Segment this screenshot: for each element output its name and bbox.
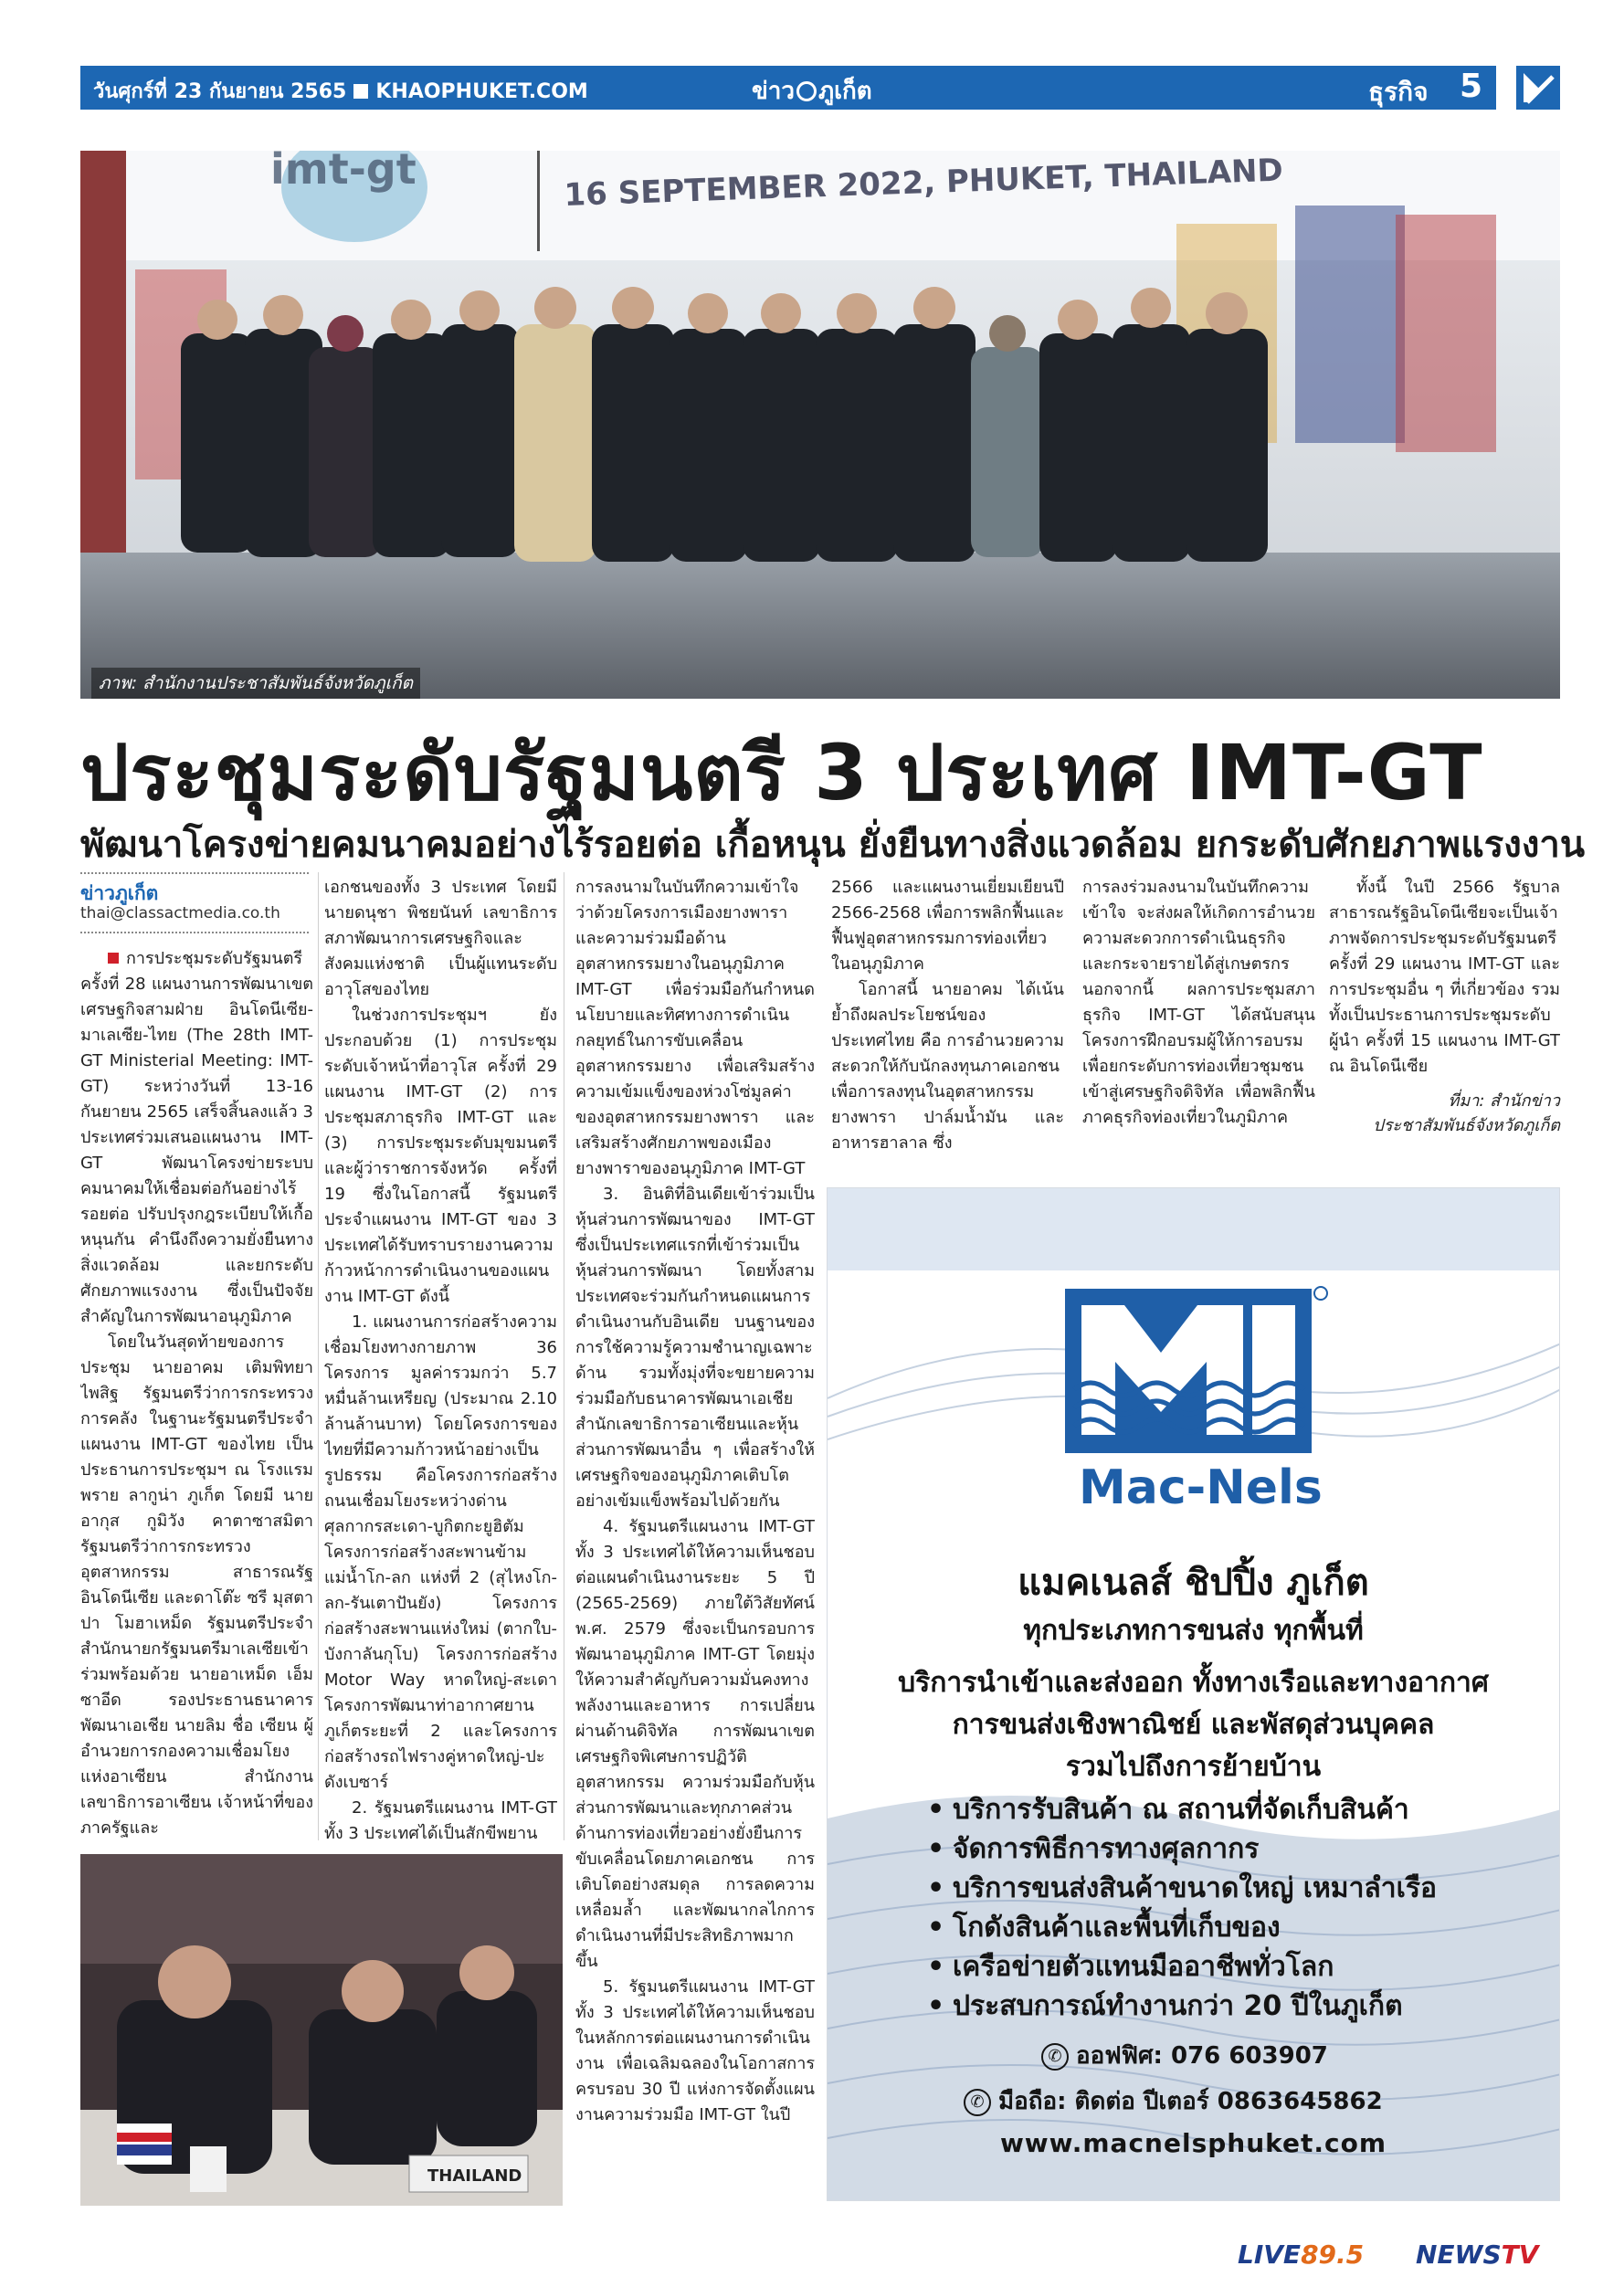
phone-icon: ✆	[1041, 2043, 1069, 2071]
logo-left-text: ข่าว	[752, 78, 795, 105]
article-column-1	[80, 946, 313, 1841]
backdrop-text: 16 SEPTEMBER 2022, PHUKET, THAILAND	[563, 152, 1284, 214]
article-paragraph: 2. รัฐมนตรีแผนงาน IMT-GT ทั้ง 3 ประเทศได้เป็นสักขีพยาน	[324, 1798, 557, 1843]
article-source	[1329, 1089, 1560, 1138]
mobile-phone-icon: ✆	[964, 2089, 991, 2116]
list-item: • บริการรับสินค้า ณ สถานที่จัดเก็บสินค้า	[927, 1790, 1512, 1829]
office-phone-text: ออฟฟิศ: 076 603907	[1076, 2042, 1328, 2070]
ad-tagline: ทุกประเภทการขนส่ง ทุกพื้นที่	[1023, 1615, 1364, 1647]
article-column-6	[1329, 875, 1560, 1085]
backdrop-logo: imt-gt	[270, 151, 417, 194]
article-paragraph: การลงนามในบันทึกความเข้าใจว่าด้วยโครงการเมืองยางพาราและความร่วมมือด้านอุตสาหกรรมยางในอนุภูมิภาค IMT-GT เพื่อร่วมมือกันกำหนดนโยบายและทิศทางการดำเนินกลยุทธ์ในการขับเคลื่อนอุตสาหกรรมยาง เพื่อเสริมสร้างความเข้มแข็งของห่วงโซ่มูลค่าของอุตสาหกรรมยางพารา และเสริมสร้างศักยภาพของเมืองยางพาราของอนุภูมิภาค IMT-GT	[575, 878, 815, 1178]
list-item: • โกดังสินค้าและพื้นที่เก็บของ	[927, 1908, 1512, 1947]
article-column-3	[575, 875, 815, 2204]
source-line: ที่มา: สำนักข่าว	[1448, 1091, 1560, 1111]
flag-label: THAILAND	[427, 2166, 522, 2186]
news-tv-logo[interactable]	[1416, 2240, 1538, 2270]
byline-divider-bottom	[80, 932, 309, 933]
page-number: 5	[1460, 68, 1483, 105]
meeting-photo	[80, 1854, 563, 2206]
header-bar	[80, 66, 1496, 110]
ad-logo-text: Mac-Nels	[1079, 1460, 1323, 1515]
byline-divider	[80, 872, 309, 874]
main-photo	[80, 151, 1560, 699]
tv-label: TV	[1501, 2240, 1539, 2270]
article-paragraph: ในช่วงการประชุมฯ ยังประกอบด้วย (1) การประชุมระดับเจ้าหน้าที่อาวุโส ครั้งที่ 29 แผนงาน IMT-GT (2) การประชุมสภาธุรกิจ IMT-GT และ (3) การประชุมระดับมุขมนตรีและผู้ว่าราชการจังหวัด ครั้งที่ 19 ซึ่งในโอกาสนี้ รัฐมนตรีประจำแผนงาน IMT-GT ของ 3 ประเทศได้รับทราบรายงานความก้าวหน้าการดำเนินงานของแผนงาน IMT-GT ดังนี้	[324, 1006, 557, 1306]
logo-right-text: ภูเก็ต	[817, 78, 872, 105]
news-label: NEWS	[1416, 2240, 1502, 2270]
list-item: • เครือข่ายตัวแทนมืออาชีพทั่วโลก	[927, 1947, 1512, 1987]
article-paragraph: 4. รัฐมนตรีแผนงาน IMT-GT ทั้ง 3 ประเทศได้ให้ความเห็นชอบต่อแผนดำเนินงานระยะ 5 ปี (2565-2569) ภายใต้วิสัยทัศน์ พ.ศ. 2579 ซึ่งจะเป็นกรอบการพัฒนาอนุภูมิภาค IMT-GT โดยมุ่งให้ความสำคัญกับความมั่นคงทางพลังงานและอาหาร การเปลี่ยนผ่านด้านดิจิทัล การพัฒนาเขตเศรษฐกิจพิเศษการปฏิวัติอุตสาหกรรม ความร่วมมือกับหุ้นส่วนการพัฒนาและทุกภาคส่วน ด้านการท่องเที่ยวอย่างยั่งยืนการขับเคลื่อนโดยภาคเอกชน การเติบโตอย่างสมดุล การลดความเหลื่อมล้ำ และพัฒนากลไกการดำเนินงานที่มีประสิทธิภาพมากขึ้น	[575, 1517, 815, 1971]
mobile-phone-text: มือถือ: ติดต่อ ปีเตอร์ 0863645862	[998, 2088, 1383, 2115]
article-paragraph: ทั้งนี้ ในปี 2566 รัฐบาลสาธารณรัฐอินโดนีเซียจะเป็นเจ้าภาพจัดการประชุมระดับรัฐมนตรี ครั้งที่ 29 แผนงาน IMT-GT และการประชุมอื่น ๆ ที่เกี่ยวข้อง รวมทั้งเป็นประธานการประชุมระดับผู้นำ ครั้งที่ 15 แผนงาน IMT-GT ณ อินโดนีเซีย	[1329, 878, 1560, 1076]
author-email[interactable]: thai@classactmedia.co.th	[80, 904, 280, 922]
issue-date	[93, 75, 588, 107]
ad-service-line: บริการนำเข้าและส่งออก ทั้งทางเรือและทางอากาศ	[898, 1667, 1489, 1699]
ad-office-phone[interactable]	[1041, 2037, 1328, 2074]
source-line: ประชาสัมพันธ์จังหวัดภูเก็ต	[1373, 1116, 1560, 1135]
headline: ประชุมระดับรัฐมนตรี 3 ประเทศ IMT-GT	[80, 728, 1483, 817]
ad-website-link[interactable]: www.macnelsphuket.com	[999, 2128, 1387, 2158]
footer-logos	[1238, 2240, 1562, 2276]
article-paragraph: 3. อินติที่อินเดียเข้าร่วมเป็นหุ้นส่วนการพัฒนาของ IMT-GT ซึ่งเป็นประเทศแรกที่เข้าร่วมเป็นหุ้นส่วนการพัฒนา โดยทั้งสามประเทศจะร่วมกันกำหนดแผนการดำเนินงานกับอินเดีย บนฐานของการใช้ความรู้ความชำนาญเฉพาะด้าน รวมทั้งมุ่งที่จะขยายความร่วมมือกับธนาคารพัฒนาเอเชีย สำนักเลขาธิการอาเซียนและหุ้นส่วนการพัฒนาอื่น ๆ เพื่อสร้างให้เศรษฐกิจของอนุภูมิภาคเติบโตอย่างเข้มแข็งพร้อมไปด้วยกัน	[575, 1185, 815, 1511]
byline: ข่าวภูเก็ต	[80, 882, 159, 904]
article-column-5	[1082, 875, 1315, 1176]
corner-mark-icon	[1516, 66, 1560, 110]
ad-mobile-phone[interactable]	[964, 2082, 1383, 2120]
article-column-4	[831, 875, 1064, 1176]
ad-service-line: การขนส่งเชิงพาณิชย์ และพัสดุส่วนบุคคล	[952, 1709, 1435, 1741]
article-paragraph: 2566 และแผนงานเยี่ยมเยียนปี 2566-2568 เพื่อการพลิกฟื้นและฟื้นฟูอุตสาหกรรมการท่องเที่ยวในอนุภูมิภาค	[831, 878, 1064, 974]
article-paragraph: 5. รัฐมนตรีแผนงาน IMT-GT ทั้ง 3 ประเทศได้ให้ความเห็นชอบในหลักการต่อแผนงานการดำเนินงาน เพื่อเฉลิมฉลองในโอกาสการครบรอบ 30 ปี แห่งการจัดตั้งแผนงานความร่วมมือ IMT-GT ในปี	[575, 1977, 815, 2124]
live-frequency: 89.5	[1301, 2240, 1365, 2270]
meeting-photo-illustration	[80, 1854, 563, 2206]
square-icon	[353, 84, 368, 99]
live-label: LIVE	[1238, 2240, 1302, 2270]
masthead-logo	[752, 72, 872, 110]
photo-credit: ภาพ: สำนักงานประชาสัมพันธ์จังหวัดภูเก็ต	[91, 668, 420, 699]
column-divider	[318, 872, 319, 1840]
list-item: • จัดการพิธีการทางศุลกากร	[927, 1829, 1512, 1869]
ad-service-list	[927, 1790, 1512, 2026]
article-paragraph: 1. แผนงานการก่อสร้างความเชื่อมโยงทางกายภาพ 36 โครงการ มูลค่ารวมกว่า 5.7 หมื่นล้านเหรียญ (ประมาณ 2.10 ล้านล้านบาท) โดยโครงการของไทยที่มีความก้าวหน้าอย่างเป็นรูปธรรม คือโครงการก่อสร้างถนนเชื่อมโยงระหว่างด่านศุลกากรสะเดา-บูกิตกะยูฮิตัม โครงการก่อสร้างสะพานข้ามแม่น้ำโก-ลก แห่งที่ 2 (สุไหงโก-ลก-รันเตาปันยัง) โครงการก่อสร้างสะพานแห่งใหม่ (ตากใบ-บังกาลันกุโบ) โครงการก่อสร้าง Motor Way หาดใหญ่-สะเดา โครงการพัฒนาท่าอากาศยานภูเก็ตระยะที่ 2 และโครงการก่อสร้างรถไฟรางคู่หาดใหญ่-ปะดังเบซาร์	[324, 1312, 557, 1792]
list-item: • ประสบการณ์ทำงานกว่า 20 ปีในภูเก็ต	[927, 1987, 1512, 2026]
article-paragraph: เอกชนของทั้ง 3 ประเทศ โดยมี นายดนุชา พิชยนันท์ เลขาธิการสภาพัฒนาการเศรษฐกิจและสังคมแห่งชาติ เป็นผู้แทนระดับอาวุโสของไทย	[324, 878, 557, 999]
ad-service-line: รวมไปถึงการย้ายบ้าน	[1065, 1751, 1322, 1783]
article-paragraph: โอกาสนี้ นายอาคม ได้เน้นย้ำถึงผลประโยชน์ของประเทศไทย คือ การอำนวยความสะดวกให้กับนักลงทุนภาคเอกชน เพื่อการลงทุนในอุตสาหกรรมยางพารา ปาล์มน้ำมัน และอาหารฮาลาล ซึ่ง	[831, 980, 1064, 1153]
logo-circle-icon	[796, 81, 817, 101]
article-paragraph: การประชุมระดับรัฐมนตรี ครั้งที่ 28 แผนงานการพัฒนาเขตเศรษฐกิจสามฝ่าย อินโดนีเซีย-มาเลเซีย-ไทย (The 28th IMT-GT Ministerial Meeting: IMT-GT) ระหว่างวันที่ 13-16 กันยายน 2565 เสร็จสิ้นลงแล้ว 3 ประเทศร่วมเสนอแผนงาน IMT-GT พัฒนาโครงข่ายระบบคมนาคมให้เชื่อมต่อกันอย่างไร้รอยต่อ ปรับปรุงกฎระเบียบให้เกื้อหนุนกัน คำนึงถึงความยั่งยืนทางสิ่งแวดล้อม และยกระดับศักยภาพแรงงาน ซึ่งเป็นปัจจัยสำคัญในการพัฒนาอนุภูมิภาค	[80, 946, 313, 1330]
group-photo-illustration	[80, 151, 1560, 699]
article-paragraph: โดยในวันสุดท้ายของการประชุม นายอาคม เติมพิทยาไพสิฐ รัฐมนตรีว่าการกระทรวงการคลัง ในฐานะรัฐมนตรีประจำแผนงาน IMT-GT ของไทย เป็นประธานการประชุมฯ ณ โรงแรมพราย ลากูน่า ภูเก็ต โดยมี นายอากุส กูมิวัง คาตาซาสมิตา รัฐมนตรีว่าการกระทรวงอุตสาหกรรม สาธารณรัฐอินโดนีเซีย และดาโต๊ะ ซรี มุสตาปา โมฮาเหม็ด รัฐมนตรีประจำสำนักนายกรัฐมนตรีมาเลเซียเข้าร่วมพร้อมด้วย นายอาเหม็ด เอ็มซาอีด รองประธานธนาคารพัฒนาเอเชีย นายลิม ชื่อ เซียน ผู้อำนวยการกองความเชื่อมโยงแห่งอาเซียน สำนักงานเลขาธิการอาเซียน เจ้าหน้าที่ของภาครัฐและ	[80, 1333, 313, 1838]
article-column-2	[324, 875, 557, 1843]
ad-brand-name: แมคเนลส์ ชิปปิ้ง ภูเก็ต	[1018, 1562, 1369, 1604]
date-text: วันศุกร์ที่ 23 กันยายน 2565	[93, 80, 347, 103]
site-link[interactable]: KHAOPHUKET.COM	[375, 80, 588, 103]
article-paragraph: การลงร่วมลงนามในบันทึกความเข้าใจ จะส่งผลให้เกิดการอำนวยความสะดวกการดำเนินธุรกิจและกระจายรายได้สู่เกษตรกร นอกจากนี้ ผลการประชุมสภาธุรกิจ IMT-GT ได้สนับสนุนโครงการฝึกอบรมผู้ให้การอบรมเพื่อยกระดับการท่องเที่ยวชุมชนเข้าสู่เศรษฐกิจดิจิทัล เพื่อพลิกฟื้นภาคธุรกิจท่องเที่ยวในภูมิภาค	[1082, 878, 1315, 1127]
ad-services	[827, 1662, 1560, 1788]
live-radio-logo[interactable]	[1238, 2240, 1364, 2270]
list-item: • บริการขนส่งสินค้าขนาดใหญ่ เหมาลำเรือ	[927, 1869, 1512, 1908]
section-name: ธุรกิจ	[1368, 77, 1429, 107]
subheadline: พัฒนาโครงข่ายคมนาคมอย่างไร้รอยต่อ เกื้อหนุน ยั่งยืนทางสิ่งแวดล้อม ยกระดับศักยภาพแรงงาน	[80, 824, 1586, 866]
